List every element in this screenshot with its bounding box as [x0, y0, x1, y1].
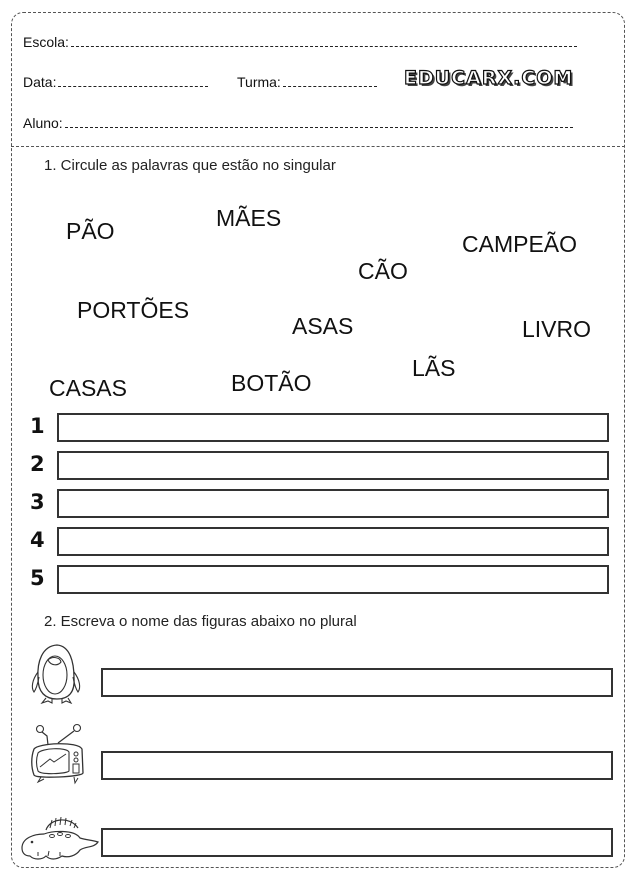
header-divider — [11, 146, 625, 147]
aluno-label: Aluno: — [23, 115, 63, 131]
word-maes[interactable]: MÃES — [216, 205, 282, 231]
picture-answer-box-television[interactable] — [101, 751, 613, 780]
exercise2-instruction: 2. Escreva o nome das figuras abaixo no plural — [44, 613, 357, 630]
data-label: Data: — [23, 74, 57, 90]
answer-number-3: 3 — [30, 490, 45, 514]
answer-box-5[interactable] — [57, 565, 609, 594]
turma-line[interactable] — [283, 86, 377, 87]
answer-number-4: 4 — [30, 528, 45, 552]
word-asas[interactable]: ASAS — [292, 313, 354, 339]
word-campeao[interactable]: CAMPEÃO — [462, 231, 578, 257]
escola-field[interactable] — [23, 34, 577, 50]
word-pao[interactable]: PÃO — [66, 218, 115, 244]
turma-label: Turma: — [237, 74, 281, 90]
word-las[interactable]: LÃS — [412, 355, 456, 381]
aluno-line[interactable] — [65, 127, 573, 128]
answer-number-2: 2 — [30, 452, 45, 476]
picture-answer-box-penguin[interactable] — [101, 668, 613, 697]
word-botao[interactable]: BOTÃO — [231, 370, 312, 396]
answer-box-4[interactable] — [57, 527, 609, 556]
data-line[interactable] — [58, 86, 208, 87]
answer-box-2[interactable] — [57, 451, 609, 480]
word-cao[interactable]: CÃO — [358, 258, 408, 284]
aluno-field[interactable] — [23, 115, 573, 131]
word-casas[interactable]: CASAS — [49, 375, 127, 401]
picture-answer-box-dinosaur[interactable] — [101, 828, 613, 857]
word-portoes[interactable]: PORTÕES — [77, 297, 190, 323]
answer-number-1: 1 — [30, 414, 45, 438]
answer-number-5: 5 — [30, 566, 45, 590]
escola-label: Escola: — [23, 34, 69, 50]
turma-field[interactable] — [237, 74, 377, 90]
escola-line[interactable] — [71, 46, 577, 47]
educarx-logo: EDUCARX.COM — [404, 67, 574, 89]
television-icon — [28, 723, 90, 785]
penguin-icon — [28, 642, 86, 704]
dinosaur-icon — [18, 814, 102, 864]
word-livro[interactable]: LIVRO — [522, 316, 592, 342]
data-field[interactable] — [23, 74, 208, 90]
answer-box-3[interactable] — [57, 489, 609, 518]
exercise1-instruction: 1. Circule as palavras que estão no singular — [44, 157, 336, 174]
answer-box-1[interactable] — [57, 413, 609, 442]
